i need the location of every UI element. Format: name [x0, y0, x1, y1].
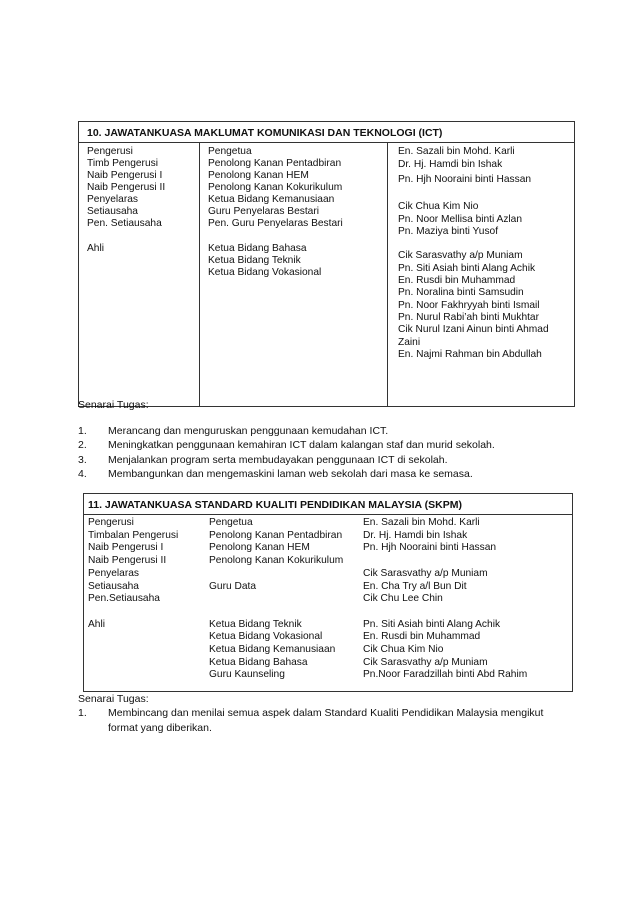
ict-position-label: Pen. Setiausaha — [87, 218, 162, 229]
skpm-member-name: En. Sazali bin Mohd. Karli — [363, 517, 480, 528]
ict-role-label: Guru Penyelaras Bestari — [208, 206, 319, 217]
ict-position-label: Naib Pengerusi II — [87, 182, 166, 193]
ict-position-label: Ahli — [87, 243, 104, 254]
task-text: Membangunkan dan mengemaskini laman web sekolah dari masa ke semasa. — [108, 467, 473, 480]
ict-member-name: En. Najmi Rahman bin Abdullah — [398, 348, 542, 360]
ict-role-label: Pen. Guru Penyelaras Bestari — [208, 218, 343, 229]
ict-role-label: Ketua Bidang Kemanusiaan — [208, 194, 335, 205]
ict-member-name: Cik Nurul Izani Ainun binti Ahmad — [398, 324, 549, 336]
skpm-role-label: Penolong Kanan Pentadbiran — [209, 529, 343, 541]
skpm-member-name: Cik Chu Lee Chin — [363, 593, 443, 605]
skpm-position-label: Pengerusi — [88, 517, 134, 528]
skpm-position-label: Timbalan Pengerusi — [88, 529, 179, 541]
skpm-member-name: Pn. Hjh Nooraini binti Hassan — [363, 542, 497, 554]
ict-task-item — [78, 468, 578, 481]
ict-role-label: Pengetua — [208, 146, 252, 157]
ict-position-label: Penyelaras — [87, 194, 138, 205]
skpm-position-label: Ahli — [88, 618, 105, 630]
ict-member-column — [388, 143, 575, 407]
task-text: Merancang dan menguruskan penggunaan kemudahan ICT. — [108, 425, 389, 437]
ict-member-name: Pn. Siti Asiah binti Alang Achik — [398, 262, 536, 274]
ict-role-column — [200, 143, 388, 407]
ict-member-name: Pn. Noor Fakhryyah binti Ismail — [398, 299, 540, 311]
skpm-position-label: Penyelaras — [88, 567, 139, 579]
ict-task-item — [78, 454, 578, 467]
skpm-role-label: Ketua Bidang Vokasional — [209, 631, 323, 643]
task-text: Menjalankan program serta membudayakan penggunaan ICT di sekolah. — [108, 453, 448, 466]
skpm-task-item — [78, 707, 578, 735]
ict-task-item — [78, 439, 578, 452]
ict-tasks-heading: Senarai Tugas: — [78, 399, 149, 411]
ict-role-label: Penolong Kanan Pentadbiran — [208, 158, 342, 169]
skpm-role-column — [205, 515, 357, 692]
skpm-committee-title: 11. JAWATANKUASA STANDARD KUALITI PENDIDIKAN MALAYSIA (SKPM) — [84, 494, 573, 515]
skpm-member-name: Cik Sarasvathy a/p Muniam — [363, 656, 488, 668]
skpm-role-label: Ketua Bidang Teknik — [209, 618, 302, 630]
ict-member-name: Pn. Noor Mellisa binti Azlan — [398, 213, 523, 225]
ict-committee-title: 10. JAWATANKUASA MAKLUMAT KOMUNIKASI DAN TEKNOLOGI (ICT) — [79, 122, 575, 143]
ict-member-name: En. Sazali bin Mohd. Karli — [398, 146, 515, 157]
task-number: 3. — [78, 453, 87, 466]
skpm-position-column — [84, 515, 206, 692]
skpm-member-name: En. Cha Try a/l Bun Dit — [363, 580, 467, 592]
task-number: 4. — [78, 467, 87, 480]
skpm-member-name: Pn. Siti Asiah binti Alang Achik — [363, 618, 501, 630]
ict-member-name: Pn. Maziya binti Yusof — [398, 225, 499, 237]
task-number: 2. — [78, 439, 87, 452]
task-text: Meningkatkan penggunaan kemahiran ICT dalam kalangan staf dan murid sekolah. — [108, 439, 495, 452]
task-number: 1. — [78, 707, 87, 719]
ict-member-name: Cik Sarasvathy a/p Muniam — [398, 250, 523, 262]
ict-position-label: Pengerusi — [87, 146, 133, 157]
ict-role-label: Ketua Bidang Teknik — [208, 255, 301, 266]
ict-position-column — [79, 143, 200, 407]
ict-task-item — [78, 425, 578, 438]
skpm-role-label: Ketua Bidang Kemanusiaan — [209, 644, 336, 655]
skpm-role-label: Guru Kaunseling — [209, 669, 285, 681]
ict-member-name: Zaini — [398, 336, 421, 348]
ict-member-name: Pn. Hjh Nooraini binti Hassan — [398, 173, 532, 185]
skpm-role-label: Ketua Bidang Bahasa — [209, 656, 308, 668]
ict-member-name: Pn. Nurul Rabi’ah binti Mukhtar — [398, 311, 539, 323]
skpm-tasks-heading: Senarai Tugas: — [78, 693, 149, 705]
ict-position-label: Setiausaha — [87, 206, 138, 217]
ict-role-label: Penolong Kanan HEM — [208, 170, 309, 181]
task-text-continued: format yang diberikan. — [108, 722, 212, 734]
ict-member-name: Pn. Noralina binti Samsudin — [398, 287, 524, 299]
ict-member-name: En. Rusdi bin Muhammad — [398, 275, 516, 286]
ict-member-name: Cik Chua Kim Nio — [398, 201, 479, 213]
skpm-role-label: Penolong Kanan Kokurikulum — [209, 555, 344, 567]
skpm-member-column — [357, 515, 573, 692]
skpm-member-name: Dr. Hj. Hamdi bin Ishak — [363, 529, 468, 541]
skpm-member-name: Cik Chua Kim Nio — [363, 644, 444, 655]
ict-committee-table — [78, 121, 575, 407]
skpm-position-label: Naib Pengerusi I — [88, 542, 164, 554]
skpm-member-name: Cik Sarasvathy a/p Muniam — [363, 567, 488, 579]
ict-role-label: Ketua Bidang Vokasional — [208, 267, 322, 278]
ict-position-label: Timb Pengerusi — [87, 158, 158, 169]
skpm-committee-table — [83, 493, 573, 692]
ict-position-label: Naib Pengerusi I — [87, 170, 163, 181]
task-text: Membincang dan menilai semua aspek dalam Standard Kualiti Pendidikan Malaysia mengikut — [108, 707, 544, 719]
skpm-role-label: Guru Data — [209, 580, 256, 592]
skpm-position-label: Naib Pengerusi II — [88, 555, 167, 567]
skpm-role-label: Pengetua — [209, 517, 253, 528]
skpm-role-label: Penolong Kanan HEM — [209, 542, 310, 554]
skpm-member-name: Pn.Noor Faradzillah binti Abd Rahim — [363, 669, 528, 681]
skpm-position-label: Pen.Setiausaha — [88, 593, 160, 605]
skpm-member-name: En. Rusdi bin Muhammad — [363, 631, 481, 643]
skpm-position-label: Setiausaha — [88, 580, 139, 592]
ict-member-name: Dr. Hj. Hamdi bin Ishak — [398, 159, 503, 171]
ict-role-label: Ketua Bidang Bahasa — [208, 243, 307, 254]
task-number: 1. — [78, 425, 87, 437]
ict-role-label: Penolong Kanan Kokurikulum — [208, 182, 343, 193]
